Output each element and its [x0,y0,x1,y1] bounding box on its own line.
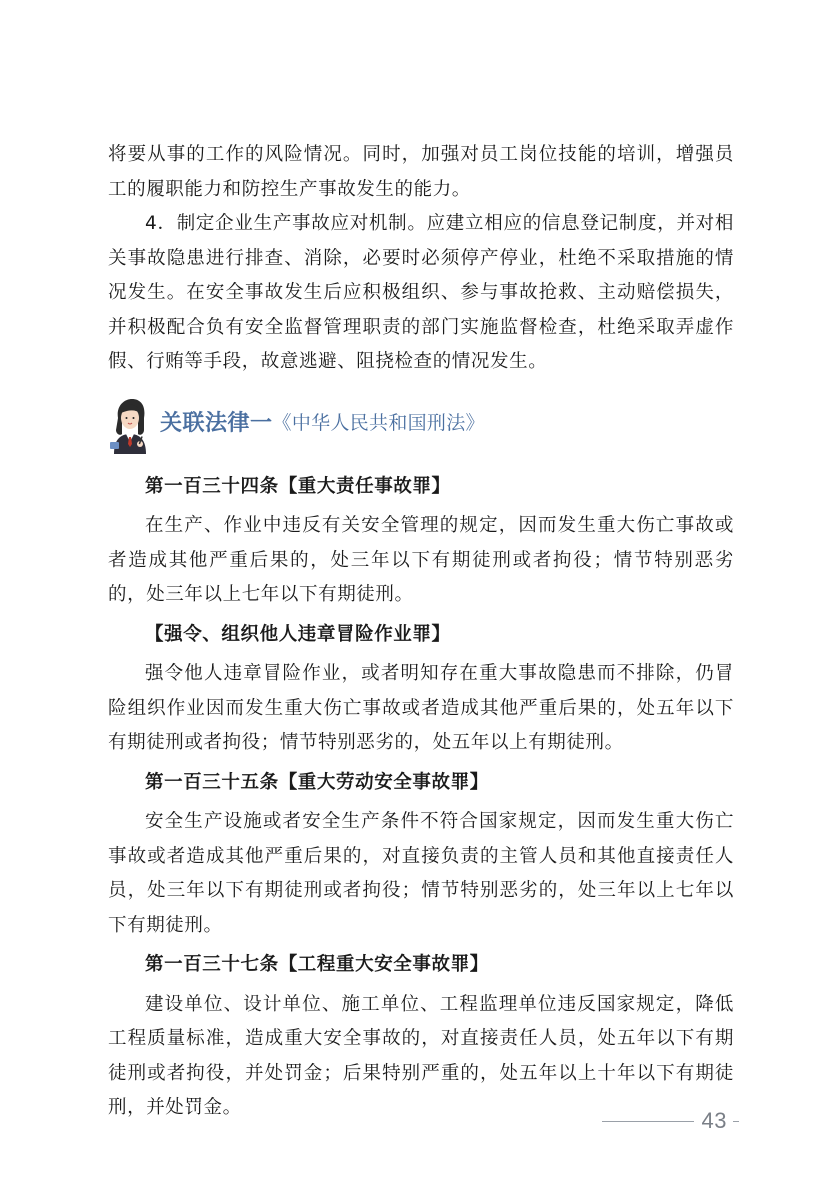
paragraph-item-4: 4．制定企业生产事故应对机制。应建立相应的信息登记制度，并对相关事故隐患进行排查、消除，必要时必须停产停业，杜绝不采取措施的情况发生。在安全事故发生后应积极组织、参与事故抢救、主动赔偿损失，并积极配合负有安全监督管理职责的部门实施监督检查，杜绝采取弄虚作假、行贿等手段，故意逃避、阻挠检查的情况发生。 [108,213,734,372]
section-title [106,392,734,458]
article-heading: 第一百三十五条【重大劳动安全事故罪】 [145,771,489,793]
footer-dash [733,1121,739,1122]
article-text: 建设单位、设计单位、施工单位、工程监理单位违反国家规定，降低工程质量标准，造成重大安全事故的，对直接责任人员，处五年以下有期徒刑或者拘役，并处罚金；后果特别严重的，处五年以上十年以下有期徒刑，并处罚金。 [108,993,734,1118]
article-heading: 【强令、组织他人违章冒险作业罪】 [145,623,451,645]
section-title-law: 《中华人民共和国刑法》 [272,412,485,434]
lawyer-avatar-icon [106,396,154,454]
footer-rule [602,1121,694,1122]
article-heading: 第一百三十四条【重大责任事故罪】 [145,475,451,497]
paragraph-continuation: 将要从事的工作的风险情况。同时，加强对员工岗位技能的培训，增强员工的履职能力和防控生产事故发生的能力。 [108,144,734,200]
article-heading: 第一百三十七条【工程重大安全事故罪】 [145,954,489,975]
article-text: 在生产、作业中违反有关安全管理的规定，因而发生重大伤亡事故或者造成其他严重后果的，处三年以下有期徒刑或者拘役；情节特别恶劣的，处三年以上七年以下有期徒刑。 [108,515,734,605]
page-footer [602,1108,739,1134]
article-text: 安全生产设施或者安全生产条件不符合国家规定，因而发生重大伤亡事故或者造成其他严重后果的，对直接负责的主管人员和其他直接责任人员，处三年以下有期徒刑或者拘役；情节特别恶劣的，处三年以上七年以下有期徒刑。 [108,811,734,936]
page-content [108,138,734,1126]
section-title-label: 关联法律一 [160,411,273,436]
page-number: 43 [701,1108,727,1133]
article-text: 强令他人违章冒险作业，或者明知存在重大事故隐患而不排除，仍冒险组织作业因而发生重大伤亡事故或者造成其他严重后果的，处五年以下有期徒刑或者拘役；情节特别恶劣的，处五年以上有期徒刑。 [108,663,734,753]
